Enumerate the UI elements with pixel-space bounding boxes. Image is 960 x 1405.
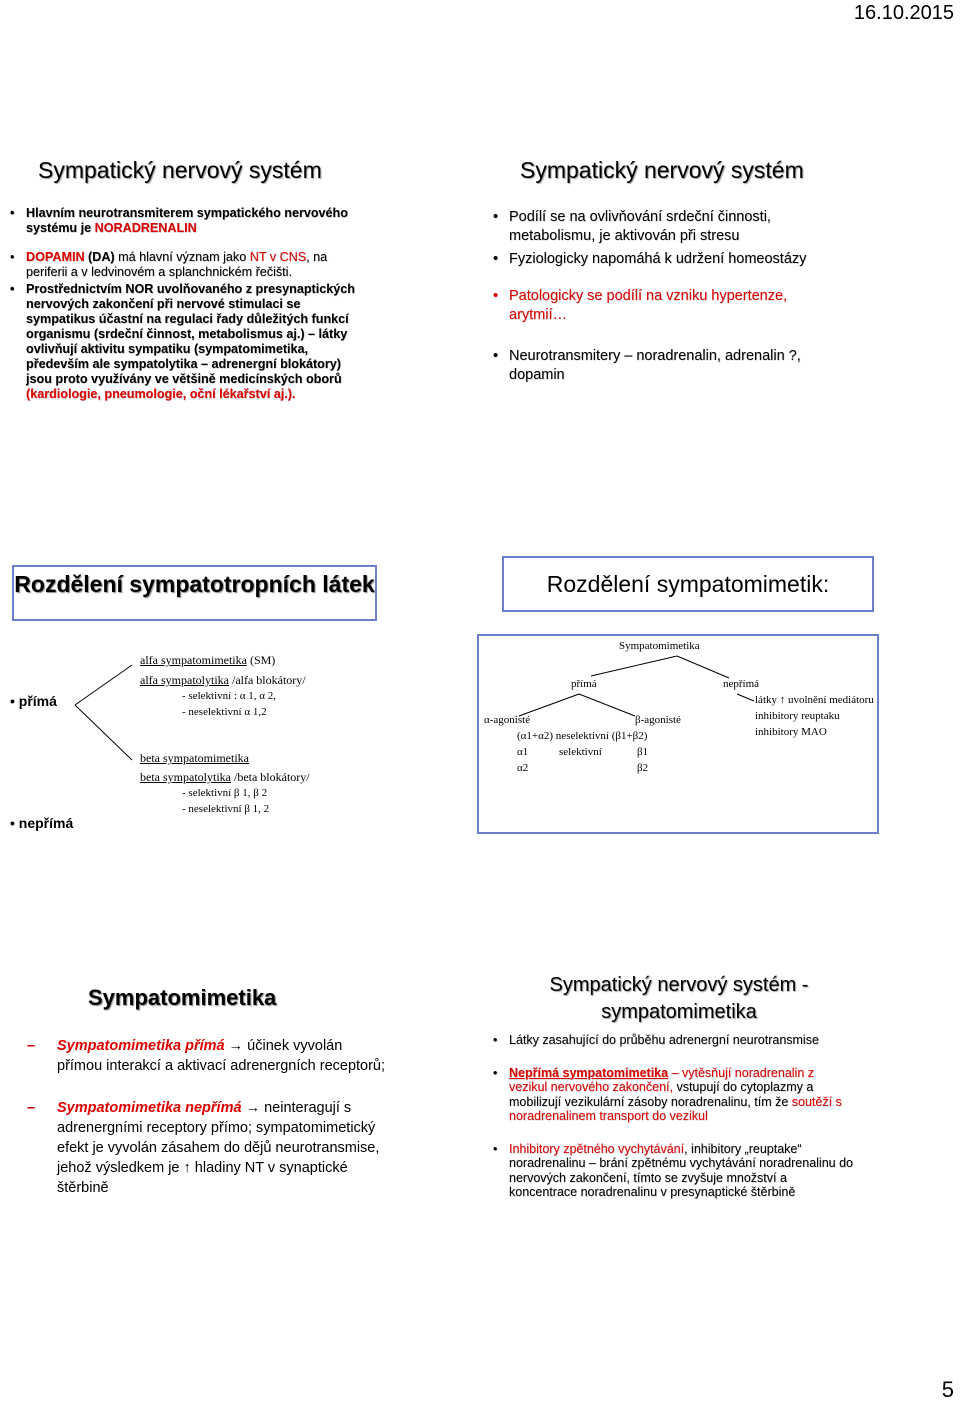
slide6-bullets bbox=[493, 1033, 855, 1214]
slide2-bullet-4: • Neurotransmitery – noradrenalin, adrenalin ?, dopamin bbox=[493, 347, 838, 385]
diagram-neprima-3: inhibitory MAO bbox=[755, 726, 827, 738]
slide4-diagram-box bbox=[477, 634, 879, 834]
slide5-point-2: – Sympatomimetika nepřímá → neinteragují s adrenergními receptory přímo; sympatomimetický efekt je vyvolán zásahem do dějů neurotransmise, jehož výsledkem je ↑ hladiny NT v synaptické štěrbině bbox=[27, 1100, 380, 1196]
slide2-bullet-3: • Patologicky se podílí na vzniku hypertenze, arytmií… bbox=[493, 287, 838, 325]
diagram-a1: α1 bbox=[517, 746, 529, 758]
diagram-selektivni: selektivní bbox=[559, 746, 602, 758]
slide5-title: Sympatomimetika bbox=[88, 985, 277, 1010]
slide3-alpha-list: alfa sympatomimetika (SM) alfa sympatolytika /alfa blokátory/ - selektivní : α 1, α 2, - neselektivní α 1,2 bbox=[140, 653, 306, 718]
slide1-title: Sympatický nervový systém bbox=[38, 157, 322, 183]
slide3-beta-list: beta sympatomimetika beta sympatolytika /beta blokátory/ - selektivní β 1, β 2 - neselektivní β 1, 2 bbox=[140, 751, 310, 815]
diagram-root: Sympatomimetika bbox=[619, 640, 700, 652]
slide3-branch-lines bbox=[70, 660, 140, 780]
diagram-neprima-2: inhibitory reuptaku bbox=[755, 710, 840, 722]
slide1-bullet-1: • Hlavním neurotransmiterem sympatického nervového systému je NORADRENALIN bbox=[10, 206, 370, 236]
diagram-b1: β1 bbox=[637, 746, 649, 758]
diagram-alfa: α-agonisté bbox=[484, 714, 531, 726]
slide2-bullet-2: • Fyziologicky napomáhá k udržení homeostázy bbox=[493, 250, 838, 269]
slide6-bullet-1: • Látky zasahující do průběhu adrenergní neurotransmise bbox=[493, 1033, 855, 1048]
slide4-title: Rozdělení sympatomimetik: bbox=[502, 556, 874, 612]
diagram-a2: α2 bbox=[517, 762, 529, 774]
diagram-prima: přímá bbox=[571, 678, 597, 690]
diagram-neprima-1: látky ↑ uvolnění mediátoru bbox=[755, 694, 874, 706]
diagram-beta: β-agonisté bbox=[635, 714, 681, 726]
slide5-point-1: – Sympatomimetika přímá → účinek vyvolán přímou interakcí a aktivací adrenergních receptorů; bbox=[27, 1038, 386, 1074]
slide6-bullet-3: • Inhibitory zpětného vychytávání, inhibitory „reuptake“ noradrenalinu – brání zpětnému vychytávání noradrenalinu do nervových zakončení, tímto se zvyšuje množství a koncentrace noradrenalinu v presynaptické štěrbině bbox=[493, 1142, 855, 1200]
print-date: 16.10.2015 bbox=[853, 2, 954, 24]
diagram-b2: β2 bbox=[637, 762, 649, 774]
slide6-title: Sympatický nervový systém - sympatomimetika bbox=[549, 974, 809, 1023]
slide3-title: Rozdělení sympatotropních látek bbox=[12, 565, 377, 621]
slide1-bullet-2: • DOPAMIN (DA) má hlavní význam jako NT v CNS, na periferii a v ledvinovém a splanchnickém řečišti. bbox=[10, 250, 370, 280]
slide6-bullet-2: • Nepřímá sympatomimetika – vytěsňují noradrenalin z vezikul nervového zakončení, vstupují do cytoplazmy a mobilizují vezikulární zásoby noradrenalinu, tím že soutěží s noradrenalinem transport do vezikul bbox=[493, 1066, 855, 1124]
slide2-bullet-1: • Podílí se na ovlivňování srdeční činnosti, metabolismu, je aktivován při stresu bbox=[493, 208, 838, 246]
slide1-bullets bbox=[10, 206, 370, 408]
slide2-title: Sympatický nervový systém bbox=[520, 157, 804, 183]
diagram-neprima: nepřímá bbox=[723, 678, 760, 690]
slide2-bullets bbox=[493, 208, 838, 393]
slide1-bullet-3: • Prostřednictvím NOR uvolňovaného z presynaptických nervových zakončení při nervové stimulaci se sympatikus účastní na regulaci řady důležitých funkcí organismu (srdeční činnost, metabolismus aj.) – látky ovlivňují aktivitu sympatiku (sympatomimetika, především ale sympatolytika – adrenergní blokátory) jsou proto využívány ve většině medicínských oborů (kardiologie, pneumologie, oční lékařství aj.). bbox=[10, 282, 370, 402]
page-number: 5 bbox=[941, 1377, 954, 1402]
slide3-neprima: • nepřímá bbox=[10, 815, 74, 831]
diagram-neselektivni: (α1+α2) neselektivní (β1+β2) bbox=[517, 730, 648, 742]
slide3-prima: • přímá bbox=[10, 693, 57, 709]
